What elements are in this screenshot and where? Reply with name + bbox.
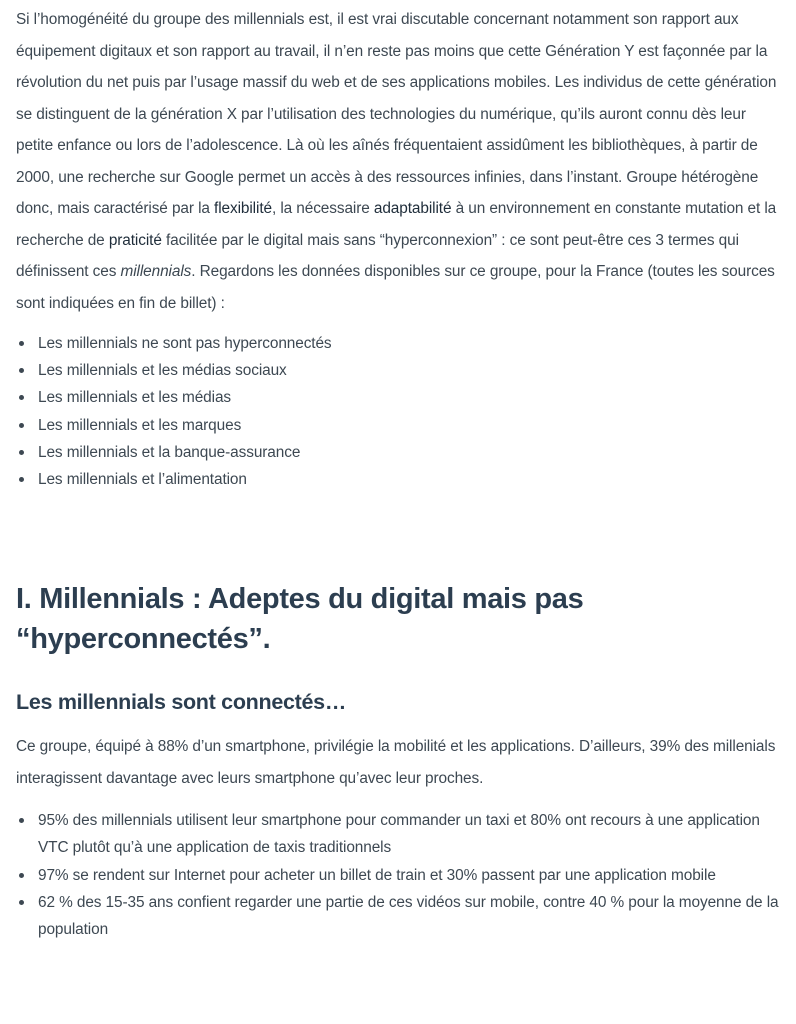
toc-item: Les millennials et la banque-assurance	[16, 439, 780, 466]
intro-text-5: . Regardons les données disponibles sur ce groupe, pour la France (toutes les sources sont indiquées en fin de billet) :	[16, 263, 775, 312]
fact-item: 97% se rendent sur Internet pour acheter un billet de train et 30% passent par une application mobile	[16, 862, 780, 889]
toc-item: Les millennials et l’alimentation	[16, 466, 780, 493]
intro-paragraph	[16, 4, 780, 319]
section-heading-line-2: “hyperconnectés”.	[16, 623, 271, 656]
toc-item: Les millennials et les médias sociaux	[16, 357, 780, 384]
keyword-praticite: praticité	[108, 231, 162, 249]
keyword-millennials: millennials	[120, 263, 192, 280]
fact-item: 62 % des 15-35 ans confient regarder une partie de ces vidéos sur mobile, contre 40 % pour la moyenne de la population	[16, 889, 780, 943]
toc-item: Les millennials et les médias	[16, 384, 780, 411]
intro-text-1: Si l’homogénéité du groupe des millennials est, il est vrai discutable concernant notamment son rapport aux équipement digitaux et son rapport au travail, il n’en reste pas moins que cette Génération Y est façonnée par la révolution du net puis par l’usage massif du web et de ses applications mobiles. Les individus de cette génération se distinguent de la génération X par l’utilisation des technologies du numérique, qu’ils auront connu dès leur petite enfance ou lors de l’adolescence. Là où les aînés fréquentaient assidûment les bibliothèques, à partir de 2000, une recherche sur Google permet un accès à des ressources infinies, dans l’instant. Groupe hétérogène donc, mais caractérisé par la	[16, 11, 777, 217]
intro-text-4: facilitée par le digital mais sans “hyperconnexion” : ce sont peut-être ces 3 termes qui définissent ces	[16, 231, 739, 280]
section-heading-line-1: I. Millennials : Adeptes du digital mais pas	[16, 583, 584, 616]
section-heading	[16, 579, 780, 659]
keyword-flexibilite: flexibilité	[214, 200, 272, 217]
section-paragraph: Ce groupe, équipé à 88% d’un smartphone, privilégie la mobilité et les applications. D’ailleurs, 39% des millenials interagissent davantage avec leurs smartphone qu’avec leur proches.	[16, 738, 776, 787]
toc-item: Les millennials et les marques	[16, 412, 780, 439]
intro-text-3: à un environnement en constante mutation et la recherche de	[16, 200, 777, 249]
toc-item: Les millennials ne sont pas hyperconnectés	[16, 330, 780, 357]
intro-text-2: , la nécessaire	[271, 200, 374, 217]
facts-list	[16, 807, 780, 943]
table-of-contents-list	[16, 330, 780, 493]
section-subheading: Les millennials sont connectés…	[16, 690, 347, 715]
fact-item: 95% des millennials utilisent leur smartphone pour commander un taxi et 80% ont recours à une application VTC plutôt qu’à une application de taxis traditionnels	[16, 807, 780, 861]
keyword-adaptabilite: adaptabilité	[373, 200, 452, 217]
